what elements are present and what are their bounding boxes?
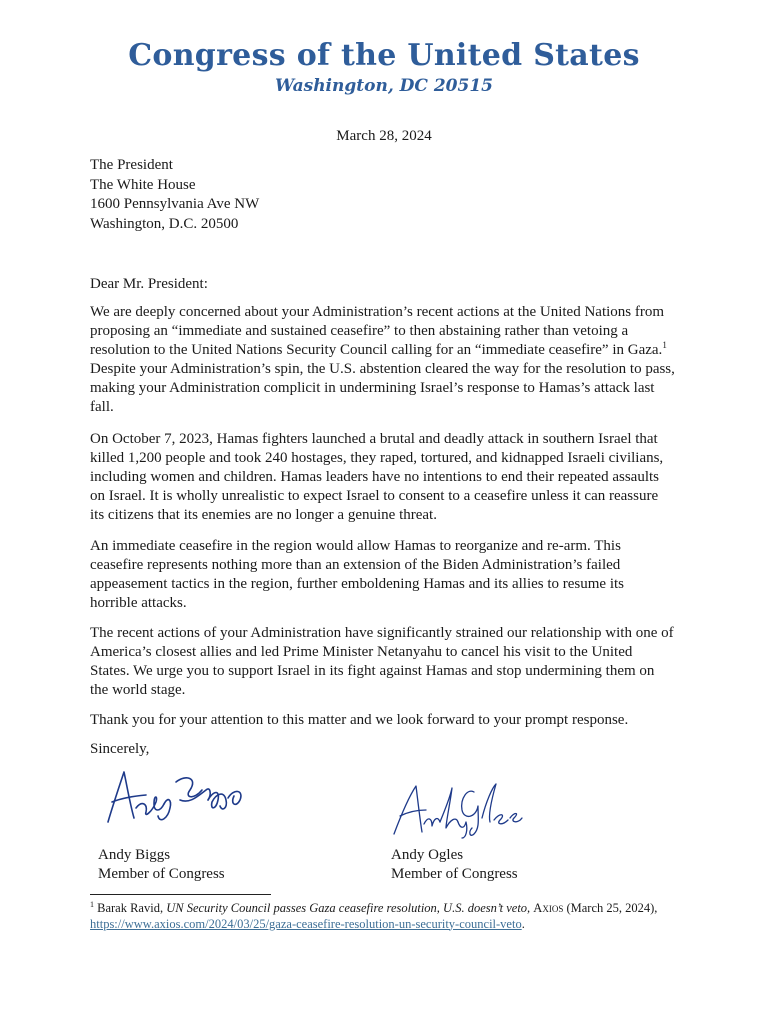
signature-andy-ogles	[388, 778, 528, 840]
paragraph-1	[90, 303, 690, 417]
footnote-line	[90, 917, 690, 933]
footnote-publication: Axios	[533, 901, 564, 915]
recipient-line: The President	[90, 157, 173, 173]
signer-title: Member of Congress	[98, 866, 225, 882]
footnote	[90, 901, 690, 932]
footnote-headline: UN Security Council passes Gaza ceasefire resolution, U.S. doesn’t veto,	[166, 901, 531, 915]
paragraph-line: Thank you for your attention to this matter and we look forward to your prompt response.	[90, 712, 629, 728]
letter-date: March 28, 2024	[336, 128, 432, 144]
closing: Sincerely,	[90, 741, 150, 757]
paragraph-2	[90, 430, 690, 525]
signer-name: Andy Biggs	[98, 847, 171, 863]
footnote-line	[90, 901, 690, 917]
paragraph-line: America’s closest allies and led Prime Minister Netanyahu to cancel his visit to the United	[90, 644, 633, 660]
paragraph-line: States. We urge you to support Israel in its fight against Hamas and stop undermining them on	[90, 663, 655, 679]
recipient-address	[90, 156, 690, 234]
paragraph-line: fall.	[90, 399, 114, 415]
paragraph-3	[90, 537, 690, 613]
paragraph-line: We are deeply concerned about your Administration’s recent actions at the United Nations from	[90, 304, 665, 320]
footnote-reference[interactable]: 1	[662, 340, 667, 350]
paragraph-line: horrible attacks.	[90, 595, 187, 611]
paragraph-line: including women and children. Hamas leaders have no intentions to end their repeated assaults	[90, 469, 659, 485]
paragraph-line: proposing an “immediate and sustained ceasefire” to then abstaining rather than vetoing a	[90, 323, 629, 339]
signer-block-biggs	[98, 846, 225, 884]
signature-image	[94, 760, 254, 830]
paragraph-line: Despite your Administration’s spin, the U.S. abstention cleared the way for the resolution to pass,	[90, 361, 675, 377]
signature-image	[388, 778, 528, 840]
footnote-divider	[90, 894, 271, 895]
paragraph-line: on Israel. It is wholly unrealistic to expect Israel to consent to a ceasefire unless it can reassure	[90, 488, 659, 504]
paragraph-line: the world stage.	[90, 682, 186, 698]
recipient-line: Washington, D.C. 20500	[90, 215, 239, 232]
paragraph-line: killed 1,200 people and took 240 hostages, they raped, tortured, and kidnapped Israeli civilians,	[90, 450, 664, 466]
letterhead	[0, 38, 768, 96]
footnote-author: Barak Ravid,	[97, 901, 167, 915]
paragraph-line: making your Administration complicit in undermining Israel’s response to Hamas’s attack last	[90, 380, 655, 396]
signer-block-ogles	[391, 846, 518, 884]
footnote-date: (March 25, 2024),	[566, 901, 658, 915]
signer-title: Member of Congress	[391, 866, 518, 882]
paragraph-line: An immediate ceasefire in the region would allow Hamas to reorganize and re-arm. This	[90, 538, 621, 554]
paragraph-4	[90, 624, 690, 700]
paragraph-line: appeasement tactics in the region, further emboldening Hamas and its allies to resume its	[90, 576, 625, 592]
paragraph-line: The recent actions of your Administration have significantly strained our relationship with one of	[90, 625, 674, 641]
paragraph-line	[90, 341, 690, 360]
footnote-trailing: .	[521, 916, 525, 931]
footnote-number: 1	[90, 899, 94, 909]
paragraph-line: its citizens that its enemies are no longer a genuine threat.	[90, 507, 437, 523]
signer-name: Andy Ogles	[391, 847, 464, 863]
letterhead-title: Congress of the United States	[128, 38, 640, 73]
paragraph-line-text: resolution to the United Nations Security Council calling for an “immediate ceasefire” in Gaza.	[90, 342, 663, 358]
recipient-line: The White House	[90, 176, 196, 193]
paragraph-line: ceasefire represents nothing more than an extension of the Biden Administration’s failed	[90, 557, 621, 573]
footnote-link[interactable]: https://www.axios.com/2024/03/25/gaza-ceasefire-resolution-un-security-council-veto	[90, 916, 522, 931]
signature-andy-biggs	[94, 760, 254, 830]
recipient-line: 1600 Pennsylvania Ave NW	[90, 196, 260, 212]
letterhead-address: Washington, DC 20515	[275, 76, 493, 96]
salutation: Dear Mr. President:	[90, 276, 208, 292]
paragraph-line: On October 7, 2023, Hamas fighters launched a brutal and deadly attack in southern Israel that	[90, 431, 658, 447]
paragraph-5	[90, 711, 690, 730]
